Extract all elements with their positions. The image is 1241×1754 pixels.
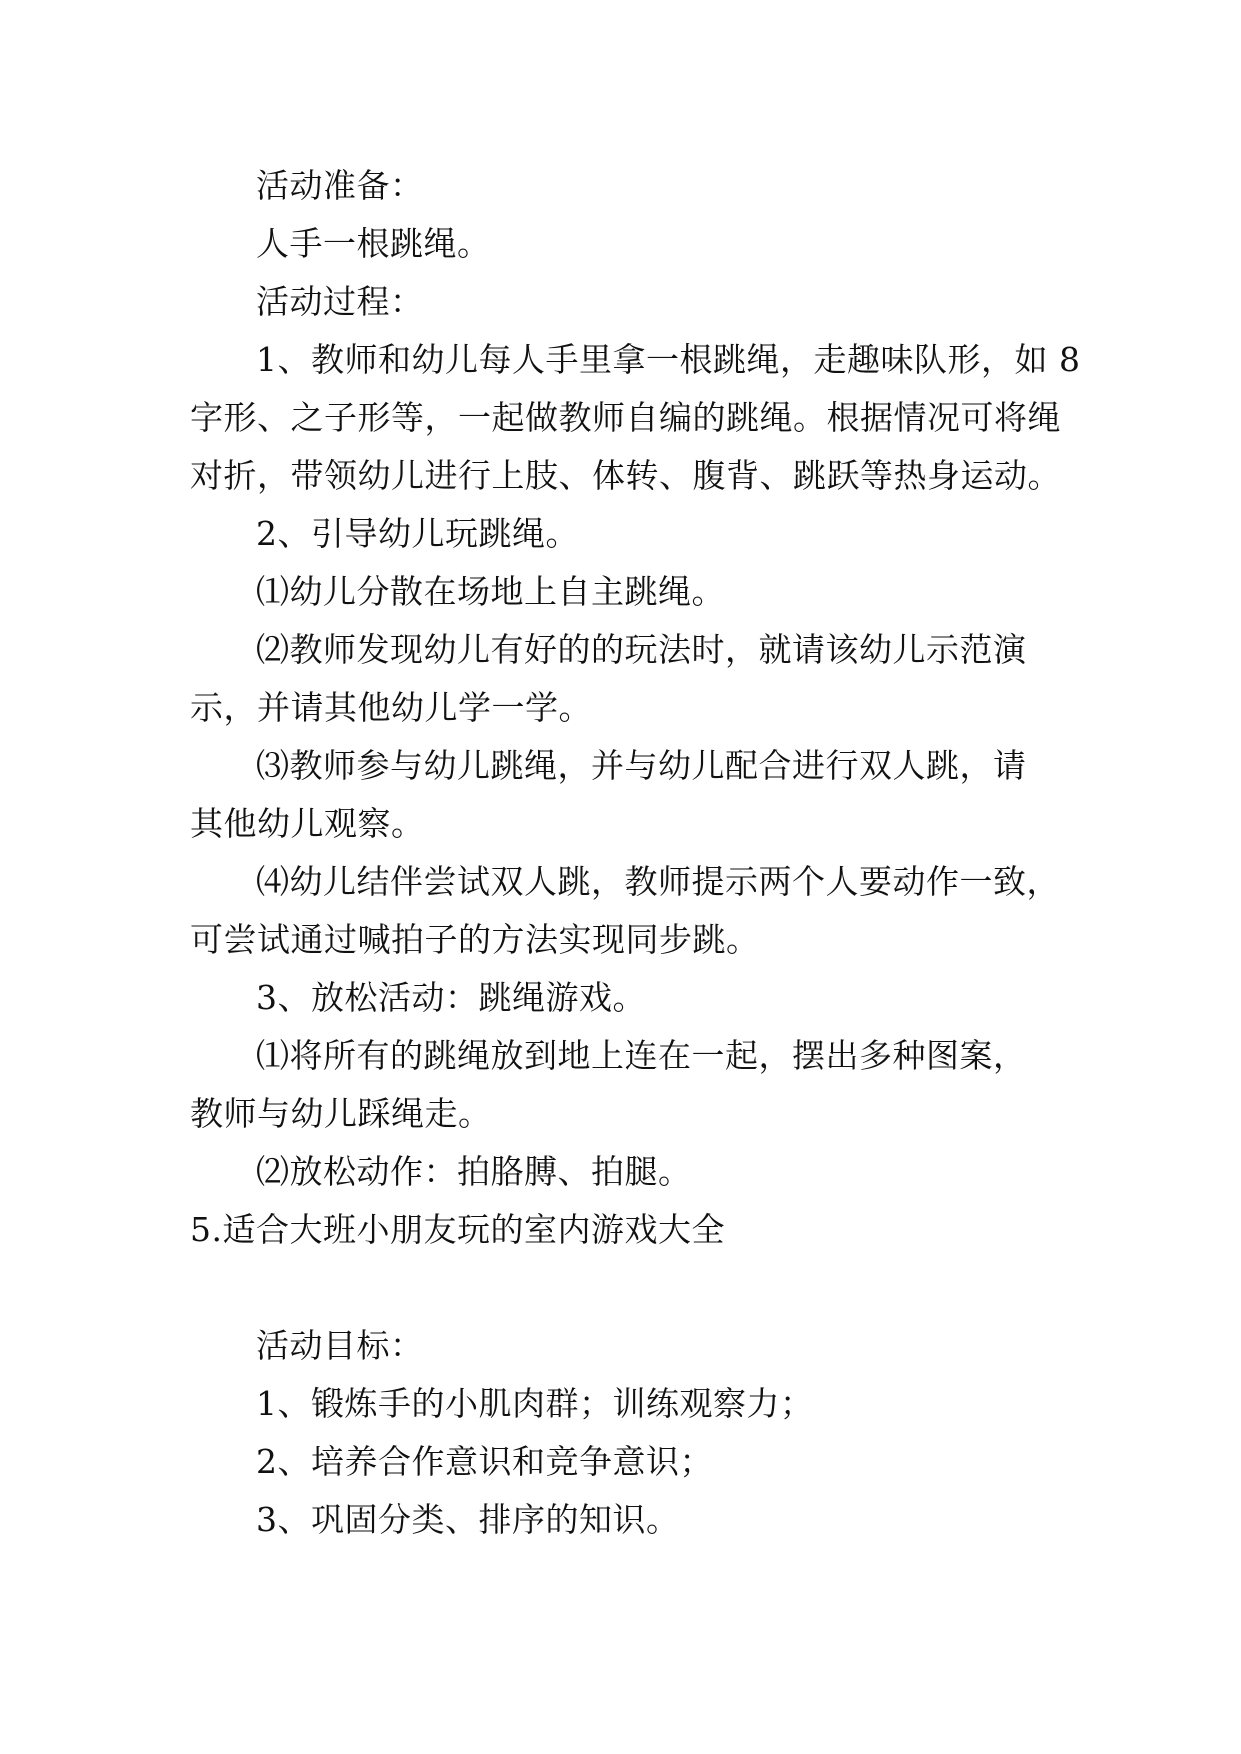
paragraph: 人手一根跳绳。 [256, 224, 491, 263]
paragraph: ⑵放松动作：拍胳膊、拍腿。 [256, 1152, 692, 1191]
paragraph: 教师与幼儿踩绳走。 [190, 1094, 492, 1133]
list-item: 2、培养合作意识和竞争意识； [256, 1442, 713, 1481]
list-item: 1、锻炼手的小肌肉群；训练观察力； [256, 1384, 814, 1423]
paragraph: 2、引导幼儿玩跳绳。 [256, 514, 579, 553]
paragraph: ⑷幼儿结伴尝试双人跳，教师提示两个人要动作一致， [256, 862, 1060, 901]
paragraph: ⑴幼儿分散在场地上自主跳绳。 [256, 572, 725, 611]
section-label-preparation: 活动准备： [256, 166, 424, 205]
paragraph: 可尝试通过喊拍子的方法实现同步跳。 [190, 920, 760, 959]
paragraph: ⑶教师参与幼儿跳绳，并与幼儿配合进行双人跳，请 [256, 746, 1027, 785]
paragraph: 3、放松活动：跳绳游戏。 [256, 978, 646, 1017]
paragraph: ⑵教师发现幼儿有好的的玩法时，就请该幼儿示范演 [256, 630, 1027, 669]
list-item: 3、巩固分类、排序的知识。 [256, 1500, 680, 1539]
paragraph: 示，并请其他幼儿学一学。 [190, 688, 592, 727]
paragraph: 字形、之子形等，一起做教师自编的跳绳。根据情况可将绳 [190, 398, 1061, 437]
section-heading: 5.适合大班小朋友玩的室内游戏大全 [190, 1210, 725, 1249]
paragraph: 其他幼儿观察。 [190, 804, 425, 843]
section-label-process: 活动过程： [256, 282, 424, 321]
paragraph: 1、教师和幼儿每人手里拿一根跳绳，走趣味队形，如 8 [256, 340, 1081, 379]
section-label-goals: 活动目标： [256, 1326, 424, 1365]
paragraph: 对折，带领幼儿进行上肢、体转、腹背、跳跃等热身运动。 [190, 456, 1061, 495]
paragraph: ⑴将所有的跳绳放到地上连在一起，摆出多种图案， [256, 1036, 1027, 1075]
